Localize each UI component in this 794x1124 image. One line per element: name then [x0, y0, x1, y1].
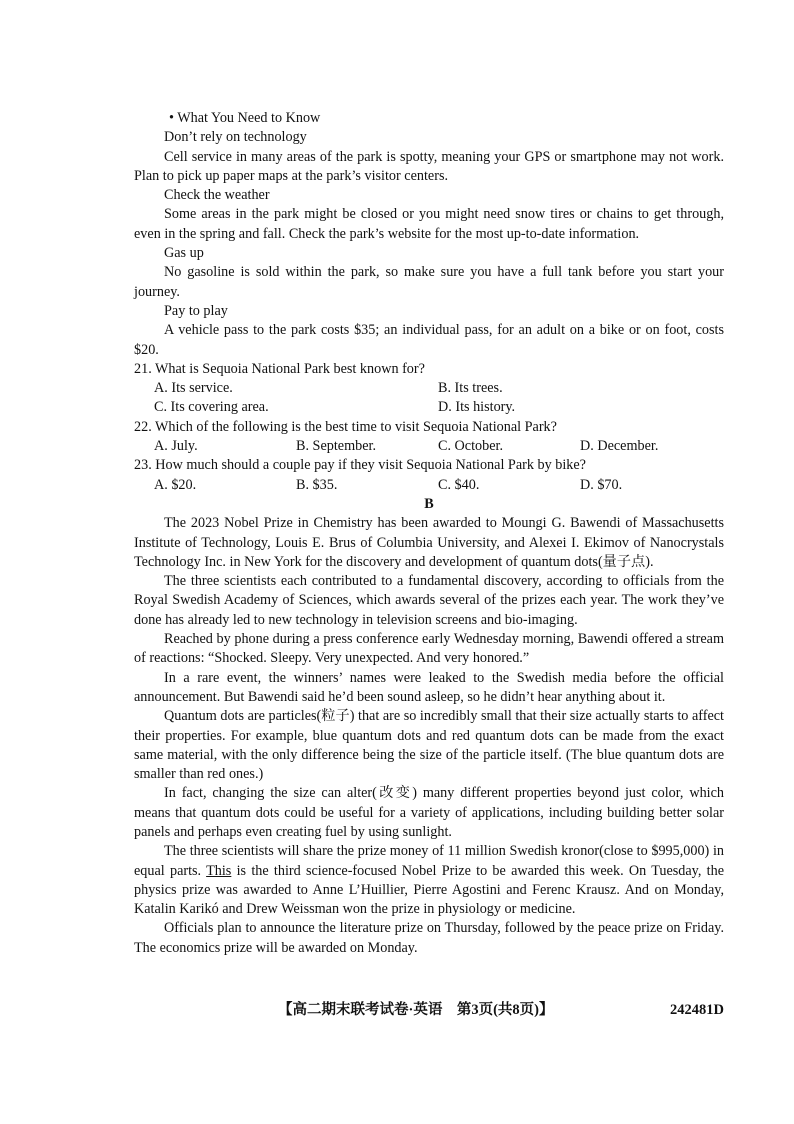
question-stem: 23. How much should a couple pay if they visit Sequoia National Park by bike? — [134, 457, 586, 474]
option: B. September. — [296, 438, 376, 455]
page-footer — [278, 1001, 724, 1020]
option: A. $20. — [154, 476, 197, 493]
passage-paragraph: The 2023 Nobel Prize in Chemistry has been awarded to Moungi G. Bawendi of Massachusetts Institute of Technology, Louis E. Brus of Columbia University, and Alexei I. Ekimov of Nanocrystals Technology Inc. in New York for the discovery and development of quantum dots(量子点). — [134, 515, 724, 570]
tip-title: Pay to play — [164, 302, 228, 319]
question-options — [134, 398, 724, 417]
option: D. December. — [580, 438, 659, 455]
option: A. July. — [154, 438, 198, 455]
tip-text: Some areas in the park might be closed or you might need snow tires or chains to get through, even in the spring and fall. Check the park’s website for the most up-to-date information. — [134, 206, 724, 242]
section-heading: • What You Need to Know — [169, 110, 321, 126]
paragraph-text: The three scientists will share the prize money of 11 million Swedish kronor(close to $995,000) in equal parts. — [134, 843, 724, 879]
underlined-word: This — [206, 862, 232, 879]
option: C. October. — [438, 438, 504, 455]
option: B. Its trees. — [438, 380, 503, 397]
question-stem: 22. Which of the following is the best time to visit Sequoia National Park? — [134, 418, 557, 435]
footer-title: 【高二期末联考试卷·英语 第3页(共8页)】 — [278, 1002, 554, 1018]
option: C. $40. — [438, 476, 480, 493]
option: C. Its covering area. — [154, 399, 269, 416]
question-stem: 21. What is Sequoia National Park best known for? — [134, 360, 425, 377]
passage-paragraph: Quantum dots are particles(粒子) that are so incredibly small that their size actually starts to affect their properties. For example, blue quantum dots and red quantum dots can be made from the exact same material, with the only difference being the size of the particle itself. (The blue quantum dots are smaller than red ones.) — [134, 708, 724, 783]
passage-paragraph — [134, 842, 724, 919]
tip-title: Don’t rely on technology — [164, 129, 307, 146]
tip-title: Gas up — [164, 245, 204, 262]
passage-paragraph: In fact, changing the size can alter(改变) many different properties beyond just color, which means that quantum dots could be useful for a variety of applications, including building better solar panels and perhaps even creating fuel by using sunlight. — [134, 785, 724, 840]
passage-paragraph: In a rare event, the winners’ names were leaked to the Swedish media before the official announcement. But Bawendi said he’d been sound asleep, so he didn’t hear anything about it. — [134, 669, 724, 705]
footer-code: 242481D — [670, 1002, 724, 1018]
paragraph-text: is the third science-focused Nobel Prize to be awarded this week. On Tuesday, the physics prize was awarded to Anne L’Huillier, Pierre Agostini and Ferenc Krausz. And on Monday, Katalin Karikó and Drew Weissman won the prize in physiology or medicine. — [134, 862, 724, 918]
question-options — [134, 379, 724, 398]
option: D. $70. — [580, 476, 623, 493]
section-label: B — [424, 495, 434, 512]
question-options — [134, 476, 724, 495]
page-content — [134, 109, 724, 958]
option: A. Its service. — [154, 380, 233, 397]
tip-text: No gasoline is sold within the park, so make sure you have a full tank before you start your journey. — [134, 264, 724, 300]
passage-paragraph: Reached by phone during a press conference early Wednesday morning, Bawendi offered a stream of reactions: “Shocked. Sleepy. Very unexpected. And very honored.” — [134, 631, 724, 667]
tip-text: Cell service in many areas of the park is spotty, meaning your GPS or smartphone may not work. Plan to pick up paper maps at the park’s visitor centers. — [134, 148, 724, 184]
tip-text: A vehicle pass to the park costs $35; an individual pass, for an adult on a bike or on foot, costs $20. — [134, 322, 724, 358]
passage-paragraph: Officials plan to announce the literature prize on Thursday, followed by the peace prize on Friday. The economics prize will be awarded on Monday. — [134, 920, 724, 956]
passage-paragraph: The three scientists each contributed to a fundamental discovery, according to officials from the Royal Swedish Academy of Sciences, which awards several of the prizes each year. The work they’ve done has already led to new technology in television screens and bio-imaging. — [134, 573, 724, 628]
option: B. $35. — [296, 476, 338, 493]
option: D. Its history. — [438, 399, 516, 416]
question-options — [134, 437, 724, 456]
tip-title: Check the weather — [164, 187, 270, 204]
